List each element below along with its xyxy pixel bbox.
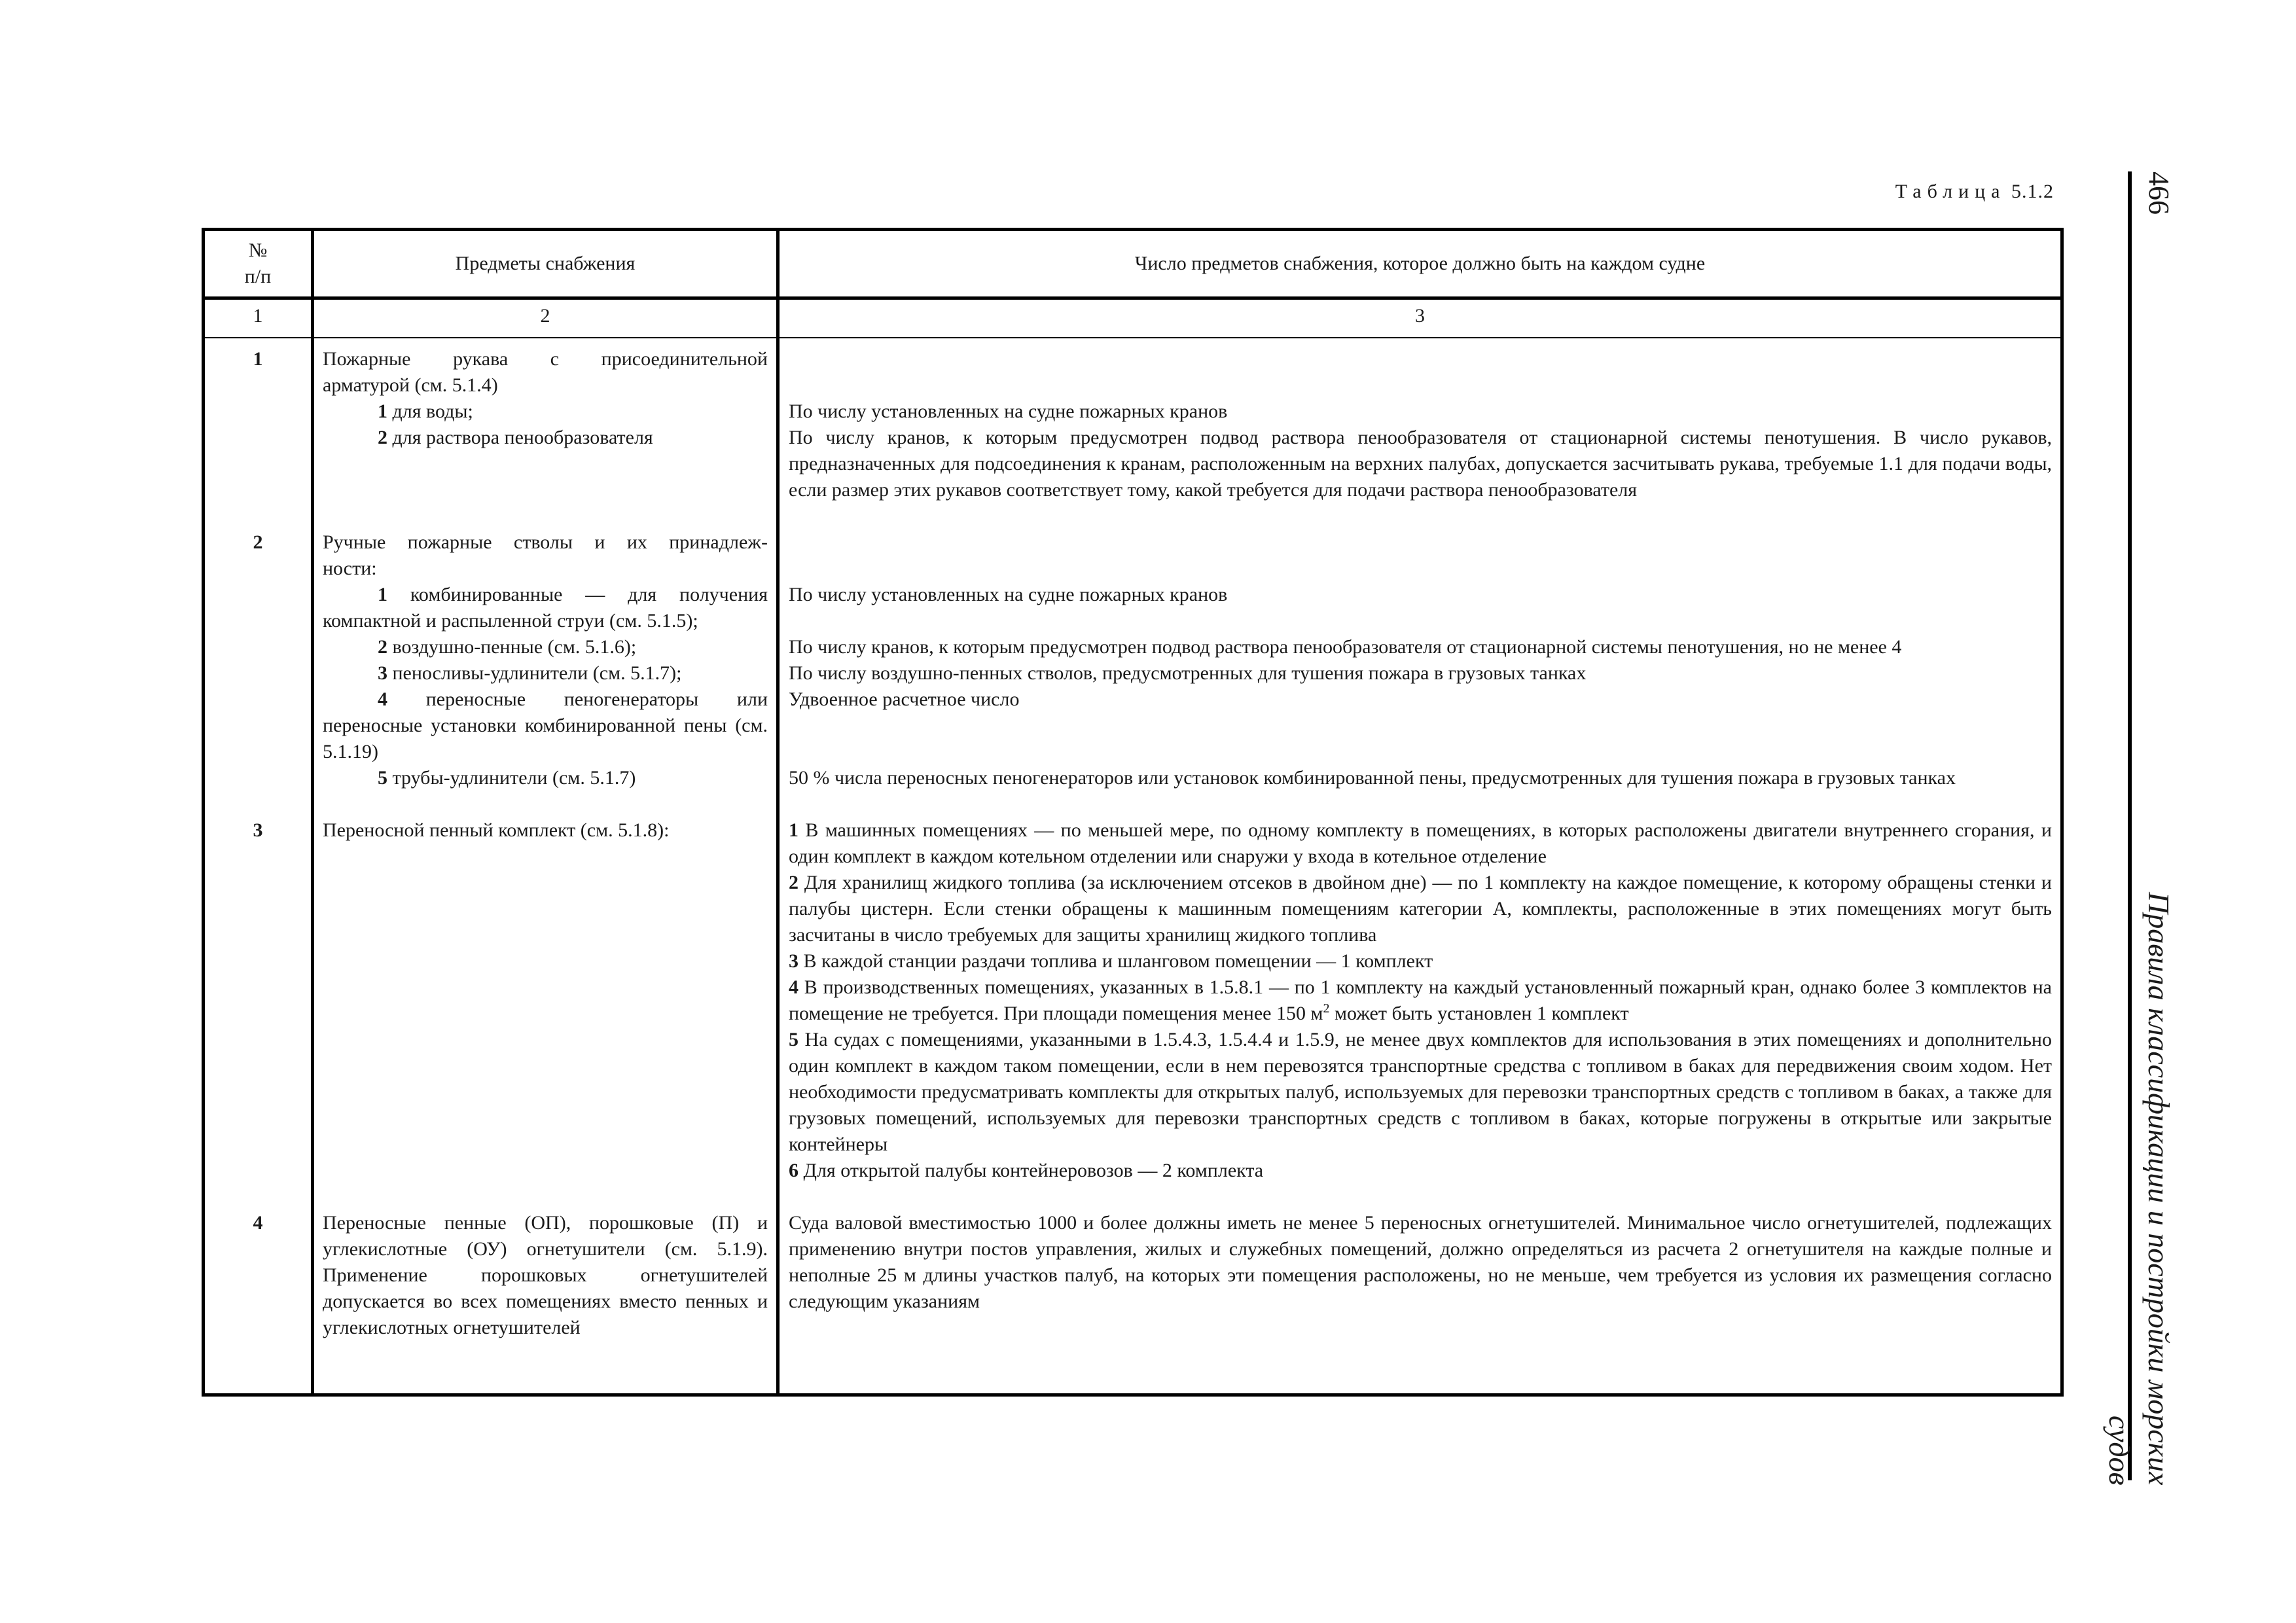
- row-3-count-2: [789, 870, 2052, 948]
- row-1-item-line-1: Пожарные рукава с присоединительной: [323, 348, 768, 370]
- row-2-item: [323, 529, 768, 791]
- header-number-sign: №: [248, 240, 268, 261]
- row-1-sub-1-text: для воды;: [387, 401, 473, 422]
- row-3-count-3-text: В каждой станции раздачи топлива и шланговом помещении — 1 комплект: [798, 950, 1433, 972]
- row-2-count-5: 50 % числа переносных пеногенераторов или установок комбинированной пены, предусмотренных для тушения пожара в грузовых танках: [789, 767, 1956, 789]
- row-1-counts: [789, 399, 2052, 503]
- column-divider-2: [776, 231, 780, 1393]
- row-2-sub-4: [323, 687, 768, 765]
- row-1-count-2: По числу кранов, к которым предусмотрен подвод раствора пенообразователя от стационарной системы пенотушения. В число рукавов, предназначенных для подсоединения к кранам, расположенным на верхних палубах, допускается засчитывать рукава, требуемые 1.1 для подачи воды, если размер этих рукавов соответствует тому, какой требуется для подачи раствора пенообразователя: [789, 427, 2052, 501]
- row-3-count-4: [789, 974, 2052, 1027]
- header-col-counts: Число предметов снабжения, которое должно быть на каждом судне: [1134, 253, 1706, 274]
- row-1-sub-1-number: 1: [378, 401, 387, 422]
- row-3-count-3-number: 3: [789, 950, 798, 972]
- table-label: [1895, 181, 2054, 203]
- supply-table: [202, 228, 2064, 1397]
- row-4-item: Переносные пенные (ОП), порошковые (П) и углекислотные (ОУ) огнетушители (см. 5.1.9). Применение порошковых огнетушителей допускается во всех помещениях вместо пенных и углекислотных огнетушителей: [323, 1212, 768, 1338]
- row-3-count-4-tail: может быть установлен 1 комплект: [1329, 1003, 1629, 1024]
- header-col-items: Предметы снабжения: [455, 253, 636, 274]
- col-number-2: 2: [540, 305, 550, 327]
- row-4-number: 4: [253, 1212, 263, 1234]
- row-3-count-4-text: В производственных помещениях, указанных в 1.5.8.1 — по 1 комплекту на каждый установленный пожарный кран, однако более 3 комплектов на помещение не требуется. При площади помещения менее 150 м: [789, 976, 2052, 1024]
- row-3-count-1: [789, 817, 2052, 870]
- header-divider: [205, 296, 2060, 300]
- row-3-count-5-number: 5: [789, 1029, 798, 1050]
- row-2-count-2: По числу кранов, к которым предусмотрен подвод раствора пенообразователя от стационарной системы пенотушения, но не менее 4: [789, 636, 1902, 658]
- sidebar-rule: [2128, 171, 2132, 1480]
- row-3-count-4-superscript: 2: [1323, 1001, 1330, 1016]
- row-2-sub-2-number: 2: [378, 636, 387, 658]
- running-title: Правила классификации и постройки морских судов: [2103, 892, 2176, 1486]
- row-3-count-6: [789, 1158, 2052, 1184]
- row-3-count-3: [789, 948, 2052, 974]
- row-1-number: 1: [253, 348, 263, 370]
- row-2-sub-2: [323, 634, 768, 660]
- row-3-count-2-number: 2: [789, 872, 798, 893]
- row-2-sub-1: [323, 582, 768, 634]
- col-number-1: 1: [253, 305, 263, 327]
- row-2-sub-5-number: 5: [378, 767, 387, 789]
- header-col-number: [205, 238, 311, 290]
- row-1-item-line-2: арматурой (см. 5.1.4): [323, 374, 498, 396]
- row-2-sub-5-text: трубы-удлинители (см. 5.1.7): [387, 767, 636, 789]
- row-4-counts: Суда валовой вместимостью 1000 и более должны иметь не менее 5 переносных огнетушителей. Минимальное число огнетушителей, подлежащих применению внутри постов управления, жилых и служебных помещений, должно определяться из расчета 2 огнетушителя на каждые полные и неполные 25 м длины участков палуб, на которых эти помещения расположены, но не меньше, чем требуется из условия их размещения согласно следующим указаниям: [789, 1212, 2052, 1312]
- row-3-count-4-number: 4: [789, 976, 798, 998]
- row-2-sub-3-text: пеносливы-удлинители (см. 5.1.7);: [387, 662, 682, 684]
- row-1-sub-2-number: 2: [378, 427, 387, 448]
- row-2-number: 2: [253, 531, 263, 553]
- page-number: 466: [2143, 171, 2175, 215]
- row-2-item-line-2: ности:: [323, 558, 377, 579]
- row-2-sub-2-text: воздушно-пенные (см. 5.1.6);: [387, 636, 637, 658]
- row-3-count-5: [789, 1027, 2052, 1158]
- row-3-counts: [789, 817, 2052, 1184]
- row-3-number: 3: [253, 819, 263, 841]
- row-3-count-1-text: В машинных помещениях — по меньшей мере, по одному комплекту в помещениях, в которых расположены двигатели внутреннего сгорания, и один комплект в каждом котельном отделении или снаружи у входа в котельное отделение: [789, 819, 2052, 867]
- table-label-word: Таблица: [1895, 181, 2006, 202]
- row-2-sub-3-number: 3: [378, 662, 387, 684]
- row-3-count-5-text: На судах с помещениями, указанными в 1.5.4.3, 1.5.4.4 и 1.5.9, не менее двух комплектов для использования в этих помещениях и дополнительно один комплект в каждом таком помещении, если в нем перевозятся транспортные средства с топливом в баках для передвижения своим ходом. Нет необходимости предусматривать комплекты для открытых палуб, используемых для перевозки транспортных средств с топливом в баках, а также для грузовых помещений, используемых для перевозки транспортных средств с топливом в баках, которые погружены в открытые или закрытые контейнеры: [789, 1029, 2052, 1155]
- row-3-item: Переносной пенный комплект (см. 5.1.8):: [323, 819, 670, 841]
- row-2-count-1: По числу установленных на судне пожарных кранов: [789, 584, 1228, 605]
- row-2-count-3: По числу воздушно-пенных стволов, предусмотренных для тушения пожара в грузовых танках: [789, 662, 1587, 684]
- table-label-number: 5.1.2: [2011, 181, 2054, 202]
- row-1-count-1: По числу установленных на судне пожарных кранов: [789, 401, 1228, 422]
- column-numbers-divider: [205, 337, 2060, 338]
- row-2-item-line-1: Ручные пожарные стволы и их принадлеж-: [323, 531, 768, 553]
- row-2-sub-5: [323, 765, 768, 791]
- row-1-sub-2: [323, 425, 768, 451]
- column-divider-1: [311, 231, 314, 1393]
- row-1-sub-2-text: для раствора пенообразователя: [387, 427, 653, 448]
- row-2-sub-1-text: комбинированные — для получения компактной и распыленной струи (см. 5.1.5);: [323, 584, 768, 632]
- row-2-count-4: Удвоенное расчетное число: [789, 688, 1020, 710]
- col-number-3: 3: [1415, 305, 1425, 327]
- row-2-sub-1-number: 1: [378, 584, 387, 605]
- row-3-count-6-number: 6: [789, 1160, 798, 1181]
- row-2-sub-4-text: переносные пеногенераторы или переносные установки комбинированной пены (см. 5.1.19): [323, 688, 768, 762]
- row-1-sub-1: [323, 399, 768, 425]
- row-3-count-6-text: Для открытой палубы контейнеровозов — 2 комплекта: [798, 1160, 1264, 1181]
- row-1-item: [323, 346, 768, 451]
- header-number-abbr: п/п: [244, 266, 272, 287]
- row-2-sub-3: [323, 660, 768, 687]
- row-3-count-2-text: Для хранилищ жидкого топлива (за исключением отсеков в двойном дне) — по 1 комплекту на каждое помещение, к которому обращены стенки и палубы цистерн. Если стенки обращены к машинным помещениям категории А, комплекты, расположенные в этих помещениях могут быть засчитаны в число требуемых для защиты хранилищ жидкого топлива: [789, 872, 2052, 946]
- row-3-count-1-number: 1: [789, 819, 798, 841]
- row-2-sub-4-number: 4: [378, 688, 387, 710]
